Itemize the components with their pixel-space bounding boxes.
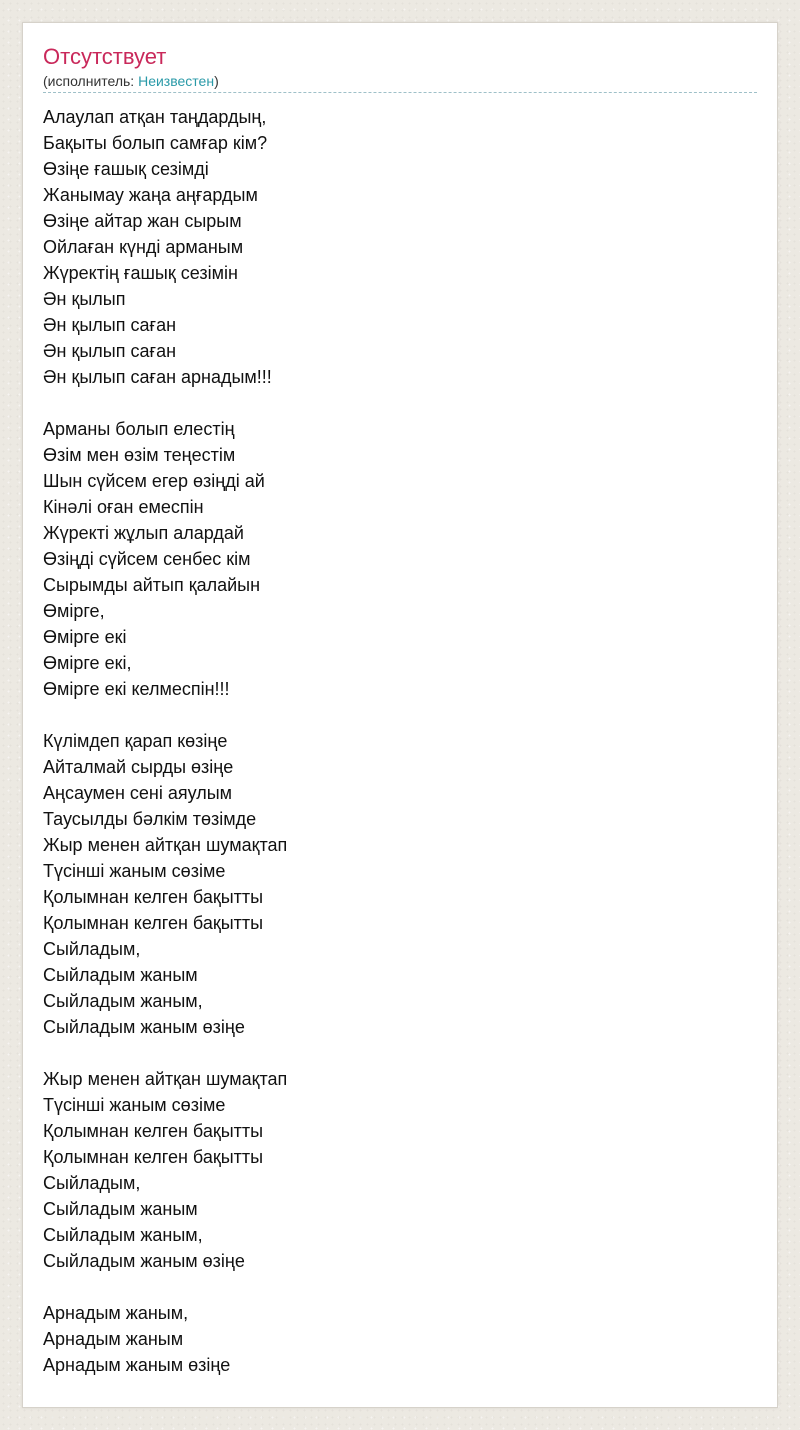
lyric-line: Өмірге екі (43, 627, 127, 647)
lyric-line: Шын сүйсем егер өзіңді ай (43, 471, 265, 491)
lyric-line: Алаулап атқан таңдардың, (43, 107, 267, 127)
lyric-line: Ән қылып саған (43, 341, 177, 361)
lyric-line: Түсінші жаным сөзіме (43, 1095, 226, 1115)
lyric-line: Жүректі жұлып алардай (43, 523, 244, 543)
lyric-line: Сыйладым жаным өзіңе (43, 1017, 245, 1037)
lyric-line: Сыйладым жаным (43, 1199, 198, 1219)
lyric-line: Қолымнан келген бақытты (43, 1147, 264, 1167)
lyric-line: Қолымнан келген бақытты (43, 887, 264, 907)
lyric-line: Күлімдеп қарап көзіңе (43, 731, 228, 751)
lyric-line: Ән қылып саған (43, 315, 177, 335)
lyric-line: Ән қылып (43, 289, 126, 309)
lyric-line: Сыйладым, (43, 939, 141, 959)
lyric-line: Өзіңе айтар жан сырым (43, 211, 242, 231)
lyric-line: Сыйладым жаным, (43, 1225, 203, 1245)
lyric-line: Өмірге екі келмеспін!!! (43, 679, 230, 699)
lyric-line: Бақыты болып самғар кім? (43, 133, 268, 153)
lyric-line: Сыйладым, (43, 1173, 141, 1193)
lyric-line: Сыйладым жаным, (43, 991, 203, 1011)
lyric-line: Өмірге, (43, 601, 105, 621)
lyric-line: Таусылды бәлкім төзімде (43, 809, 257, 829)
lyric-line: Кінәлі оған емеспін (43, 497, 204, 517)
lyric-line: Қолымнан келген бақытты (43, 1121, 264, 1141)
artist-suffix: ) (214, 73, 219, 89)
song-title: Отсутствует (43, 44, 167, 69)
lyric-line: Арнадым жаным өзіңе (43, 1355, 231, 1375)
lyric-line: Өзім мен өзім теңестім (43, 445, 236, 465)
lyric-line: Өзіңді сүйсем сенбес кім (43, 549, 251, 569)
lyric-line: Арманы болып елестің (43, 419, 235, 439)
lyric-line: Ән қылып саған арнадым!!! (43, 367, 272, 387)
lyric-line: Арнадым жаным (43, 1329, 184, 1349)
lyric-line: Сырымды айтып қалайын (43, 575, 261, 595)
lyric-line: Жыр менен айтқан шумақтап (43, 1069, 288, 1089)
lyric-line: Айталмай сырды өзіңе (43, 757, 234, 777)
artist-link[interactable]: Неизвестен (138, 73, 215, 89)
lyric-line: Жыр менен айтқан шумақтап (43, 835, 288, 855)
lyric-line: Қолымнан келген бақытты (43, 913, 264, 933)
lyric-line: Ойлаған күнді арманым (43, 237, 244, 257)
lyric-line: Өзіңе ғашық сезімді (43, 159, 209, 179)
lyric-line: Түсінші жаным сөзіме (43, 861, 226, 881)
lyric-line: Сыйладым жаным өзіңе (43, 1251, 245, 1271)
lyric-line: Аңсаумен сені аяулым (43, 783, 233, 803)
lyric-line: Өмірге екі, (43, 653, 132, 673)
lyric-line: Жанымау жаңа аңғардым (43, 185, 258, 205)
lyric-line: Жүректің ғашық сезімін (43, 263, 238, 283)
lyrics-stanza (43, 1066, 757, 1274)
artist-line (43, 71, 757, 93)
lyric-line: Сыйладым жаным (43, 965, 198, 985)
lyrics-stanza (43, 728, 757, 1040)
lyric-line: Арнадым жаным, (43, 1303, 189, 1323)
lyrics-stanza (43, 416, 757, 702)
lyrics-card (22, 22, 778, 1408)
lyrics-body (43, 104, 757, 1378)
lyrics-stanza (43, 104, 757, 390)
lyrics-stanza (43, 1300, 757, 1378)
artist-prefix: (исполнитель: (43, 73, 139, 89)
